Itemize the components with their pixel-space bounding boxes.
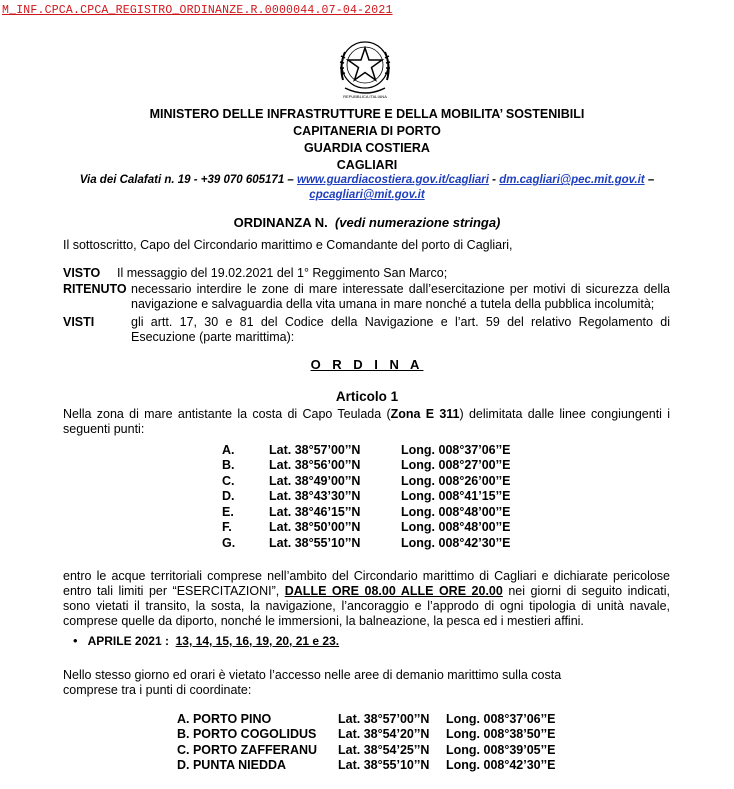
sea-point-lat: Lat. 38°55’10’’N <box>269 535 361 550</box>
land-point-name: B. PORTO COGOLIDUS <box>177 727 317 742</box>
visti-text: gli artt. 17, 30 e 81 del Codice della Navigazione e l’art. 59 del relativo Regolamento di Esecuzione (parte marittima): <box>131 315 670 344</box>
land-point-lat: Lat. 38°54’25’’N <box>338 742 430 757</box>
ritenuto-label: RITENUTO <box>63 282 127 296</box>
dates-line <box>73 633 339 648</box>
land-points-table <box>177 711 576 773</box>
protocol-stamp: M_INF.CPCA.CPCA_REGISTRO_ORDINANZE.R.0000044.07-04-2021 <box>2 4 393 17</box>
sea-point-lat: Lat. 38°56’00’’N <box>269 458 361 473</box>
land-point-long: Long. 008°42’30’’E <box>446 758 556 773</box>
prohibition-text-b: nei giorni di seguito indicati, sono vietati il transito, la sosta, la navigazione, l’ancoraggio e l’approdo di ogni tipologia di unità navale, comprese quelle da diporto, nonché le immersioni, la balneazione, la pesca ed i mestieri affini. <box>63 584 671 628</box>
email-link[interactable]: cpcagliari@mit.gov.it <box>309 189 425 201</box>
republic-emblem-icon <box>331 34 399 102</box>
visto-label: VISTO <box>63 266 101 280</box>
access-text: Nello stesso giorno ed orari è vietato l’accesso nelle aree di demanio marittimo sulla costa comprese tra i punti di coordinate: <box>63 668 562 697</box>
ordinance-number-note: (vedi numerazione stringa) <box>334 215 501 230</box>
land-point-lat: Lat. 38°57’00’’N <box>338 711 430 726</box>
land-point-lat: Lat. 38°54’20’’N <box>338 727 430 742</box>
sea-point-id: C. <box>222 473 235 488</box>
hours-label: DALLE ORE 08.00 ALLE ORE 20.00 <box>284 584 503 598</box>
dates-label: APRILE 2021 : <box>87 634 169 648</box>
sea-point-row <box>222 473 531 489</box>
office-subtitle: GUARDIA COSTIERA <box>304 141 430 155</box>
article-intro-b: ) delimitata dalle linee congiungenti i seguenti punti: <box>63 407 670 436</box>
land-point-long: Long. 008°37’06’’E <box>446 711 556 726</box>
article-intro <box>63 407 670 437</box>
land-point-name: C. PORTO ZAFFERANU <box>177 742 318 757</box>
sea-point-long: Long. 008°42’30’’E <box>401 535 511 550</box>
visto-text: Il messaggio del 19.02.2021 del 1° Reggimento San Marco; <box>117 266 448 280</box>
address-line-2 <box>0 189 734 201</box>
sea-point-id: D. <box>222 489 235 504</box>
sea-point-row <box>222 442 531 458</box>
city-title: CAGLIARI <box>336 158 398 172</box>
ritenuto-text: necessario interdire le zone di mare interessate dall’esercitazione per motivi di sicurezza della navigazione e salvaguardia della vita umana in mare nonché a tutela della pubblica incolumità; <box>131 282 670 311</box>
dates-value: 13, 14, 15, 16, 19, 20, 21 e 23. <box>175 634 340 648</box>
land-point-lat: Lat. 38°55’10’’N <box>338 758 430 773</box>
address-line <box>0 174 734 186</box>
sea-point-row <box>222 504 531 520</box>
sea-point-id: B. <box>222 458 235 473</box>
sea-point-row <box>222 458 531 474</box>
land-point-row <box>177 711 576 727</box>
sea-point-lat: Lat. 38°50’00’’N <box>269 520 361 535</box>
prohibition-text <box>63 569 670 629</box>
land-point-row <box>177 758 576 774</box>
article-intro-a: Nella zona di mare antistante la costa di Capo Teulada ( <box>63 407 391 421</box>
article-title: Articolo 1 <box>335 389 399 404</box>
sea-point-id: E. <box>222 504 234 519</box>
emblem-text: REPUBBLICA ITALIANA <box>343 94 387 99</box>
ordinance-title <box>0 215 734 230</box>
sea-points-table <box>222 442 531 551</box>
zone-label: Zona E 311 <box>390 407 460 421</box>
land-point-row <box>177 742 576 758</box>
sea-point-lat: Lat. 38°46’15’’N <box>269 504 361 519</box>
pec-email-link[interactable]: dm.cagliari@pec.mit.gov.it <box>499 174 645 186</box>
address-text: Via dei Calafati n. 19 - +39 070 605171 – <box>79 174 298 186</box>
ordina-heading <box>0 357 734 372</box>
sea-point-id: A. <box>222 442 235 457</box>
sea-point-lat: Lat. 38°49’00’’N <box>269 473 361 488</box>
bullet-icon: • <box>73 633 78 648</box>
ordinance-label: ORDINANZA N. <box>233 215 328 230</box>
sea-point-row <box>222 535 531 551</box>
ordina-label: O R D I N A <box>310 357 424 372</box>
land-point-row <box>177 727 576 743</box>
sea-point-lat: Lat. 38°57’00’’N <box>269 442 361 457</box>
land-point-name: A. PORTO PINO <box>177 711 272 726</box>
prohibition-text-a: entro le acque territoriali comprese nell’ambito del Circondario marittimo di Cagliari e dichiarate pericolose entro tali limiti per “ESERCITAZIONI”, <box>63 569 670 598</box>
visti-label: VISTI <box>63 315 95 329</box>
address-sep: - <box>488 174 500 186</box>
sea-point-id: F. <box>222 520 232 535</box>
land-point-long: Long. 008°38’50’’E <box>446 727 556 742</box>
address-sep-2: – <box>644 174 655 186</box>
land-point-long: Long. 008°39’05’’E <box>446 742 556 757</box>
sea-point-long: Long. 008°48’00’’E <box>401 504 511 519</box>
office-title: CAPITANERIA DI PORTO <box>293 124 441 138</box>
website-link[interactable]: www.guardiacostiera.gov.it/cagliari <box>297 174 489 186</box>
sea-point-long: Long. 008°48’00’’E <box>401 520 511 535</box>
sea-point-row <box>222 520 531 536</box>
ministry-title: MINISTERO DELLE INFRASTRUTTURE E DELLA MOBILITA’ SOSTENIBILI <box>149 107 585 121</box>
sea-point-long: Long. 008°41’15’’E <box>401 489 511 504</box>
land-point-name: D. PUNTA NIEDDA <box>177 758 287 773</box>
sea-point-long: Long. 008°37’06’’E <box>401 442 511 457</box>
intro-text: Il sottoscritto, Capo del Circondario marittimo e Comandante del porto di Cagliari, <box>63 238 513 252</box>
sea-point-long: Long. 008°26’00’’E <box>401 473 511 488</box>
sea-point-row <box>222 489 531 505</box>
sea-point-lat: Lat. 38°43’30’’N <box>269 489 361 504</box>
sea-point-long: Long. 008°27’00’’E <box>401 458 511 473</box>
sea-point-id: G. <box>222 535 236 550</box>
